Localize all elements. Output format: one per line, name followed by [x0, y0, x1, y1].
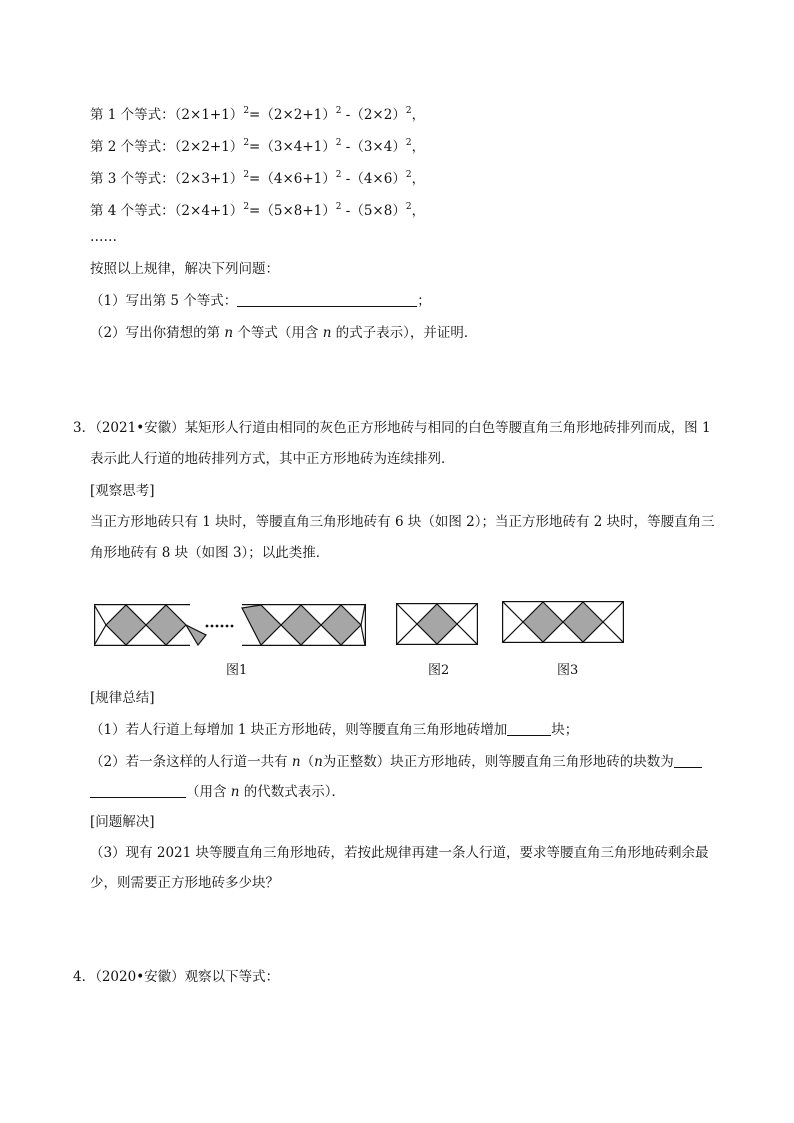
- equation-3: 第 3 个等式：$(2\times 3+1)^2=(4\times 6+1)^2$ $-(4\times 6)^2$，: [90, 170, 426, 187]
- instruction: 按照以上规律，解决下列问题：: [90, 261, 279, 277]
- figure-2-tiles: [396, 603, 478, 645]
- answer-blank[interactable]: [507, 721, 551, 736]
- answer-blank[interactable]: [674, 753, 702, 768]
- question-3-line-2: 少，则需要正方形地砖多少块？: [90, 875, 279, 891]
- figure-1-tiles: [94, 604, 366, 646]
- figure-1-caption: 图1: [226, 663, 248, 678]
- question-3-line-1: （3）现有 2021 块等腰直角三角形地砖，若按此规律再建一条人行道，要求等腰直角三角形地砖剩余最: [90, 845, 709, 861]
- problem-4-line-1: 4．（2020•安徽）观察以下等式：: [73, 969, 280, 985]
- figure-2-caption: 图2: [428, 663, 450, 678]
- rule-question-1: （1）若人行道上每增加 1 块正方形地砖，则等腰直角三角形地砖增加 块；: [90, 722, 579, 738]
- rule-header: [规律总结]: [90, 690, 155, 706]
- figure-3-caption: 图3: [557, 663, 579, 678]
- ellipsis: ……: [90, 229, 117, 245]
- observe-line-2: 角形地砖有 8 块（如图 3）；以此类推．: [90, 545, 330, 561]
- rule-question-2-cont: （用含 n 的代数式表示）．: [90, 782, 345, 802]
- problem-3-line-1: 3．（2021•安徽）某矩形人行道由相同的灰色正方形地砖与相同的白色等腰直角三角形地砖排列而成，图 1: [73, 420, 711, 436]
- figure-3-tiles: [502, 601, 624, 643]
- answer-blank[interactable]: [90, 783, 186, 798]
- equation-1: 第 1 个等式：$(2\times 1+1)^2=(2\times 2+1)^2$ $-(2\times 2)^2$，: [90, 106, 426, 123]
- problem-3-line-2: 表示此人行道的地砖排列方式，其中正方形地砖为连续排列．: [90, 451, 455, 467]
- question-2: （2）写出你猜想的第 n 个等式（用含 n 的式子表示），并证明．: [90, 325, 478, 341]
- observe-header: [观察思考]: [90, 483, 155, 499]
- observe-line-1: 当正方形地砖只有 1 块时，等腰直角三角形地砖有 6 块（如图 2）；当正方形地砖有 2 块时，等腰直角三: [90, 514, 715, 530]
- equation-4: 第 4 个等式：$(2\times 4+1)^2=(5\times 8+1)^2$ $-(5\times 8)^2$，: [90, 202, 426, 219]
- rule-question-2: （2）若一条这样的人行道一共有 n（n为正整数）块正方形地砖，则等腰直角三角形地砖的块数为: [90, 752, 702, 772]
- question-1: （1）写出第 5 个等式： ；: [90, 293, 431, 309]
- answer-blank[interactable]: [237, 292, 417, 307]
- solve-header: [问题解决]: [90, 814, 155, 830]
- equation-2: 第 2 个等式：$(2\times 2+1)^2=(3\times 4+1)^2$ $-(3\times 4)^2$，: [90, 138, 426, 155]
